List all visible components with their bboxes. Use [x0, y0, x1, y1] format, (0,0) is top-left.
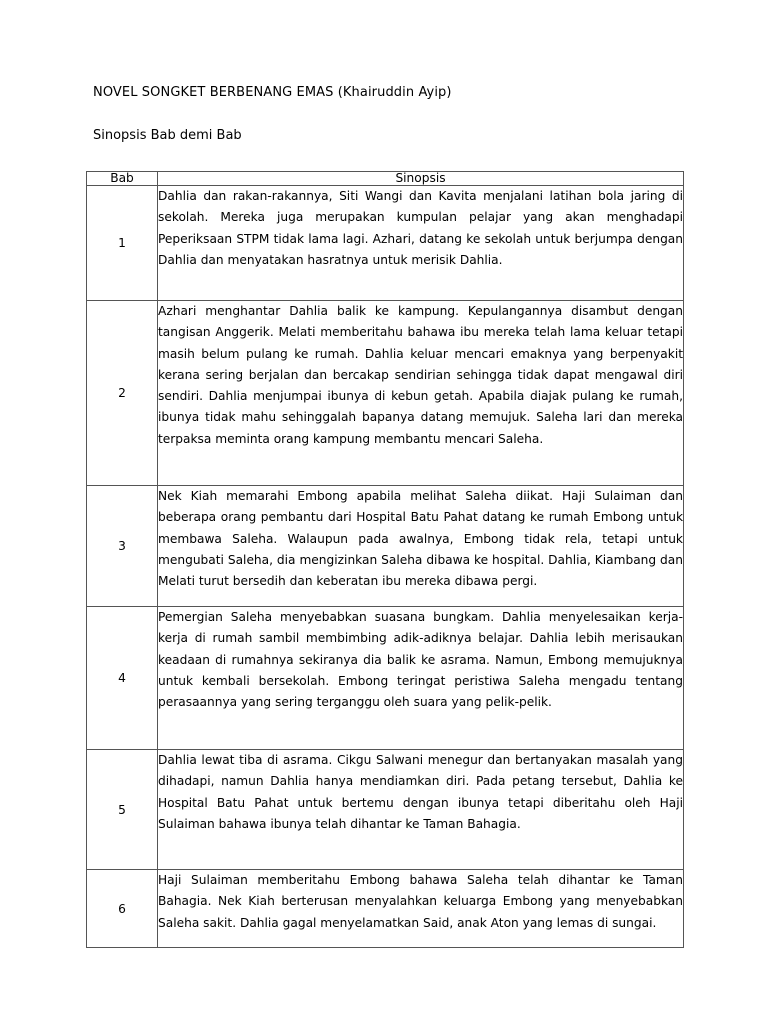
- column-header-sinopsis: Sinopsis: [158, 172, 684, 186]
- table-row: [87, 186, 684, 301]
- bab-number: 3: [87, 486, 158, 607]
- synopsis-table: [86, 171, 684, 948]
- table-header-row: [87, 172, 684, 186]
- document-subtitle: Sinopsis Bab demi Bab: [93, 128, 242, 143]
- synopsis-text: Nek Kiah memarahi Embong apabila melihat Saleha diikat. Haji Sulaiman dan beberapa orang pembantu dari Hospital Batu Pahat datang ke rumah Embong untuk membawa Saleha. Walaupun pada awalnya, Embong tidak rela, tetapi untuk mengubati Saleha, dia mengizinkan Saleha dibawa ke hospital. Dahlia, Kiambang dan Melati turut bersedih dan keberatan ibu mereka dibawa pergi.: [158, 486, 684, 607]
- table-row: [87, 870, 684, 948]
- synopsis-text: Haji Sulaiman memberitahu Embong bahawa Saleha telah dihantar ke Taman Bahagia. Nek Kiah berterusan menyalahkan keluarga Embong yang menyebabkan Saleha sakit. Dahlia gagal menyelamatkan Said, anak Aton yang lemas di sungai.: [158, 870, 684, 948]
- table-row: [87, 486, 684, 607]
- synopsis-text: Pemergian Saleha menyebabkan suasana bungkam. Dahlia menyelesaikan kerja-kerja di rumah sambil membimbing adik-adiknya belajar. Dahlia lebih merisaukan keadaan di rumahnya sekiranya dia balik ke asrama. Namun, Embong memujuknya untuk kembali bersekolah. Embong teringat peristiwa Saleha mengadu tentang perasaannya yang sering terganggu oleh suara yang pelik-pelik.: [158, 607, 684, 750]
- bab-number: 2: [87, 301, 158, 486]
- table-row: [87, 750, 684, 870]
- synopsis-text: Azhari menghantar Dahlia balik ke kampung. Kepulangannya disambut dengan tangisan Anggerik. Melati memberitahu bahawa ibu mereka telah lama keluar tetapi masih belum pulang ke rumah. Dahlia keluar mencari emaknya yang berpenyakit kerana sering berjalan dan bercakap sendirian sehingga tidak dapat mengawal diri sendiri. Dahlia menjumpai ibunya di kebun getah. Apabila diajak pulang ke rumah, ibunya tidak mahu sehinggalah bapanya datang memujuk. Saleha lari dan mereka terpaksa meminta orang kampung membantu mencari Saleha.: [158, 301, 684, 486]
- table-row: [87, 301, 684, 486]
- bab-number: 5: [87, 750, 158, 870]
- synopsis-text: Dahlia lewat tiba di asrama. Cikgu Salwani menegur dan bertanyakan masalah yang dihadapi, namun Dahlia hanya mendiamkan diri. Pada petang tersebut, Dahlia ke Hospital Batu Pahat untuk bertemu dengan ibunya tetapi diberitahu oleh Haji Sulaiman bahawa ibunya telah dihantar ke Taman Bahagia.: [158, 750, 684, 870]
- synopsis-text: Dahlia dan rakan-rakannya, Siti Wangi dan Kavita menjalani latihan bola jaring di sekolah. Mereka juga merupakan kumpulan pelajar yang akan menghadapi Peperiksaan STPM tidak lama lagi. Azhari, datang ke sekolah untuk berjumpa dengan Dahlia dan menyatakan hasratnya untuk merisik Dahlia.: [158, 186, 684, 301]
- column-header-bab: Bab: [87, 172, 158, 186]
- document-title: NOVEL SONGKET BERBENANG EMAS (Khairuddin Ayip): [93, 85, 452, 100]
- bab-number: 1: [87, 186, 158, 301]
- bab-number: 4: [87, 607, 158, 750]
- table-row: [87, 607, 684, 750]
- bab-number: 6: [87, 870, 158, 948]
